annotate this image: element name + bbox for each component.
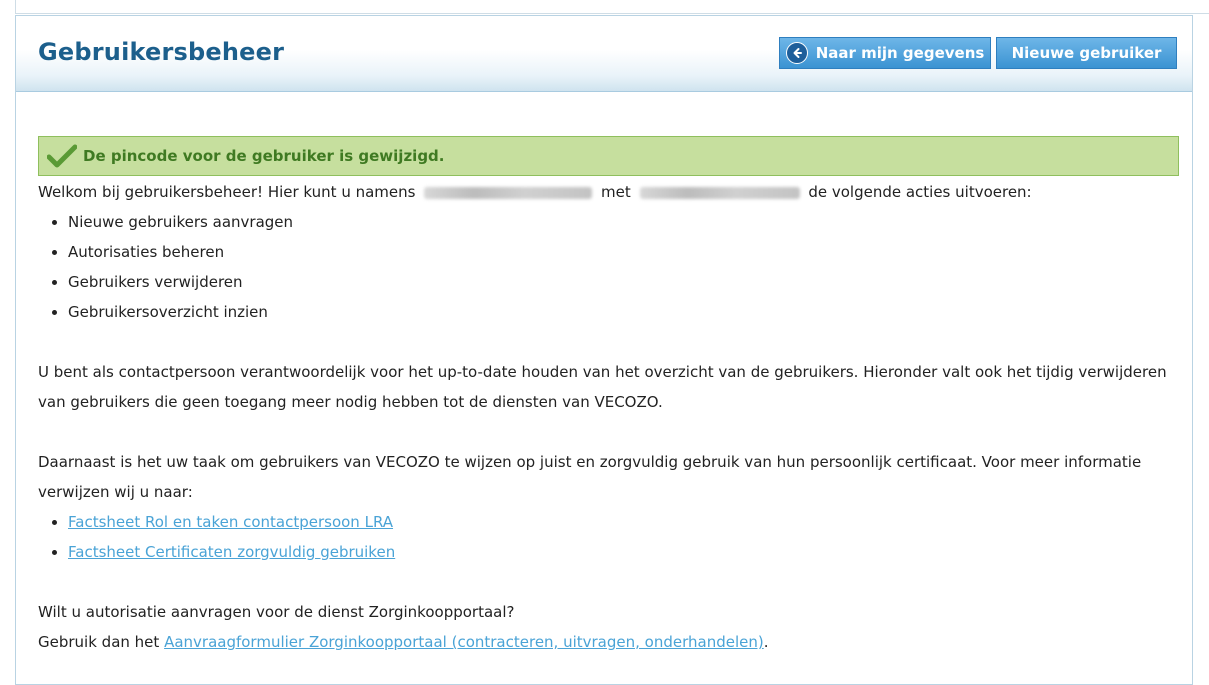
list-item: • Nieuwe gebruikers aanvragen: [68, 207, 1179, 237]
application-form-link[interactable]: Aanvraagformulier Zorginkoopportaal (contracteren, uitvragen, onderhandelen): [164, 633, 764, 651]
success-message: De pincode voor de gebruiker is gewijzigd.: [83, 147, 445, 165]
form-line-after: .: [763, 633, 769, 651]
form-line: [38, 627, 1179, 657]
factsheet-certificates-link[interactable]: Factsheet Certificaten zorgvuldig gebruiken: [68, 543, 396, 561]
checkmark-icon: [47, 144, 77, 168]
arrow-left-icon: [786, 42, 808, 64]
new-user-button-label: Nieuwe gebruiker: [1011, 44, 1162, 62]
factsheet-links: [38, 507, 1179, 567]
list-item: [68, 507, 1179, 537]
factsheet-role-link[interactable]: Factsheet Rol en taken contactpersoon LRA: [68, 513, 394, 531]
back-to-my-details-button[interactable]: [779, 37, 991, 69]
information-paragraph: Daarnaast is het uw taak om gebruikers van VECOZO te wijzen op juist en zorgvuldig gebruik van hun persoonlijk certificaat. Voor meer informatie verwijzen wij u naar:: [38, 453, 1142, 501]
user-management-panel: [15, 15, 1193, 685]
list-item: • Gebruikers verwijderen: [68, 267, 1179, 297]
intro-after: de volgende acties uitvoeren:: [808, 183, 1032, 201]
main-content: [38, 136, 1179, 657]
success-alert: [38, 136, 1179, 176]
back-button-label: Naar mijn gegevens: [815, 44, 985, 62]
new-user-button[interactable]: [996, 37, 1177, 69]
redacted-organization-name: [424, 187, 592, 199]
page-title: Gebruikersbeheer: [38, 38, 285, 66]
form-line-before: Gebruik dan het: [38, 633, 160, 651]
top-frame-line: [15, 0, 1209, 14]
authorization-question: Wilt u autorisatie aanvragen voor de dienst Zorginkoopportaal?: [38, 603, 515, 621]
intro-before: Welkom bij gebruikersbeheer! Hier kunt u namens: [38, 183, 416, 201]
actions-list: [38, 207, 1179, 327]
redacted-identifier: [640, 187, 800, 199]
list-item: [68, 537, 1179, 567]
responsibility-paragraph: U bent als contactpersoon verantwoordelijk voor het up-to-date houden van het overzicht van de gebruikers. Hieronder valt ook het tijdig verwijderen van gebruikers die geen toegang meer nodig hebben tot de diensten van VECOZO.: [38, 363, 1167, 411]
intro-middle: met: [601, 183, 631, 201]
list-item: • Gebruikersoverzicht inzien: [68, 297, 1179, 327]
intro-text: [38, 177, 1179, 207]
panel-header: [16, 16, 1192, 92]
list-item: • Autorisaties beheren: [68, 237, 1179, 267]
